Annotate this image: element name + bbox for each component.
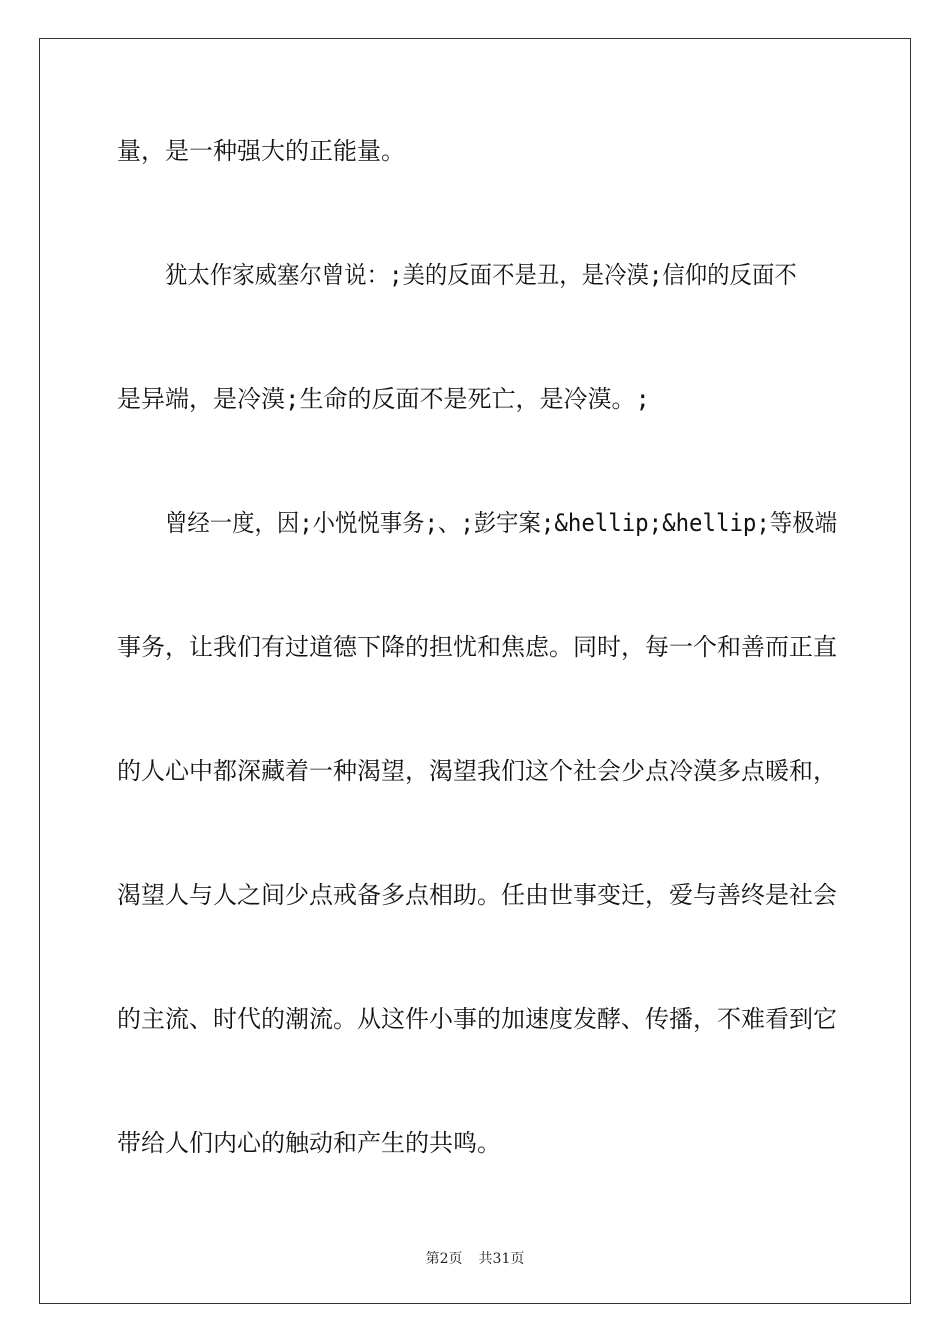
body-line-8: 的主流、时代的潮流。从这件小事的加速度发酵、传播，不难看到它	[117, 1005, 837, 1033]
body-line-5: 事务，让我们有过道德下降的担忧和焦虑。同时，每一个和善而正直	[117, 633, 837, 661]
page-footer	[0, 1248, 950, 1268]
page-total: 共31页	[478, 1251, 525, 1267]
body-line-4: 曾经一度，因;小悦悦事务;、;彭宇案;&hellip;&hellip;等极端	[165, 509, 837, 537]
body-line-3: 是异端，是冷漠;生命的反面不是死亡，是冷漠。;	[117, 385, 650, 413]
body-line-1: 量，是一种强大的正能量。	[117, 137, 405, 165]
body-line-7: 渴望人与人之间少点戒备多点相助。任由世事变迁，爱与善终是社会	[117, 881, 837, 909]
body-line-6: 的人心中都深藏着一种渴望，渴望我们这个社会少点冷漠多点暖和，	[117, 757, 837, 785]
body-line-9: 带给人们内心的触动和产生的共鸣。	[117, 1129, 501, 1157]
body-line-2: 犹太作家威塞尔曾说：;美的反面不是丑，是冷漠;信仰的反面不	[165, 261, 797, 289]
page-frame	[39, 38, 911, 1304]
page-number: 第2页	[425, 1251, 463, 1267]
